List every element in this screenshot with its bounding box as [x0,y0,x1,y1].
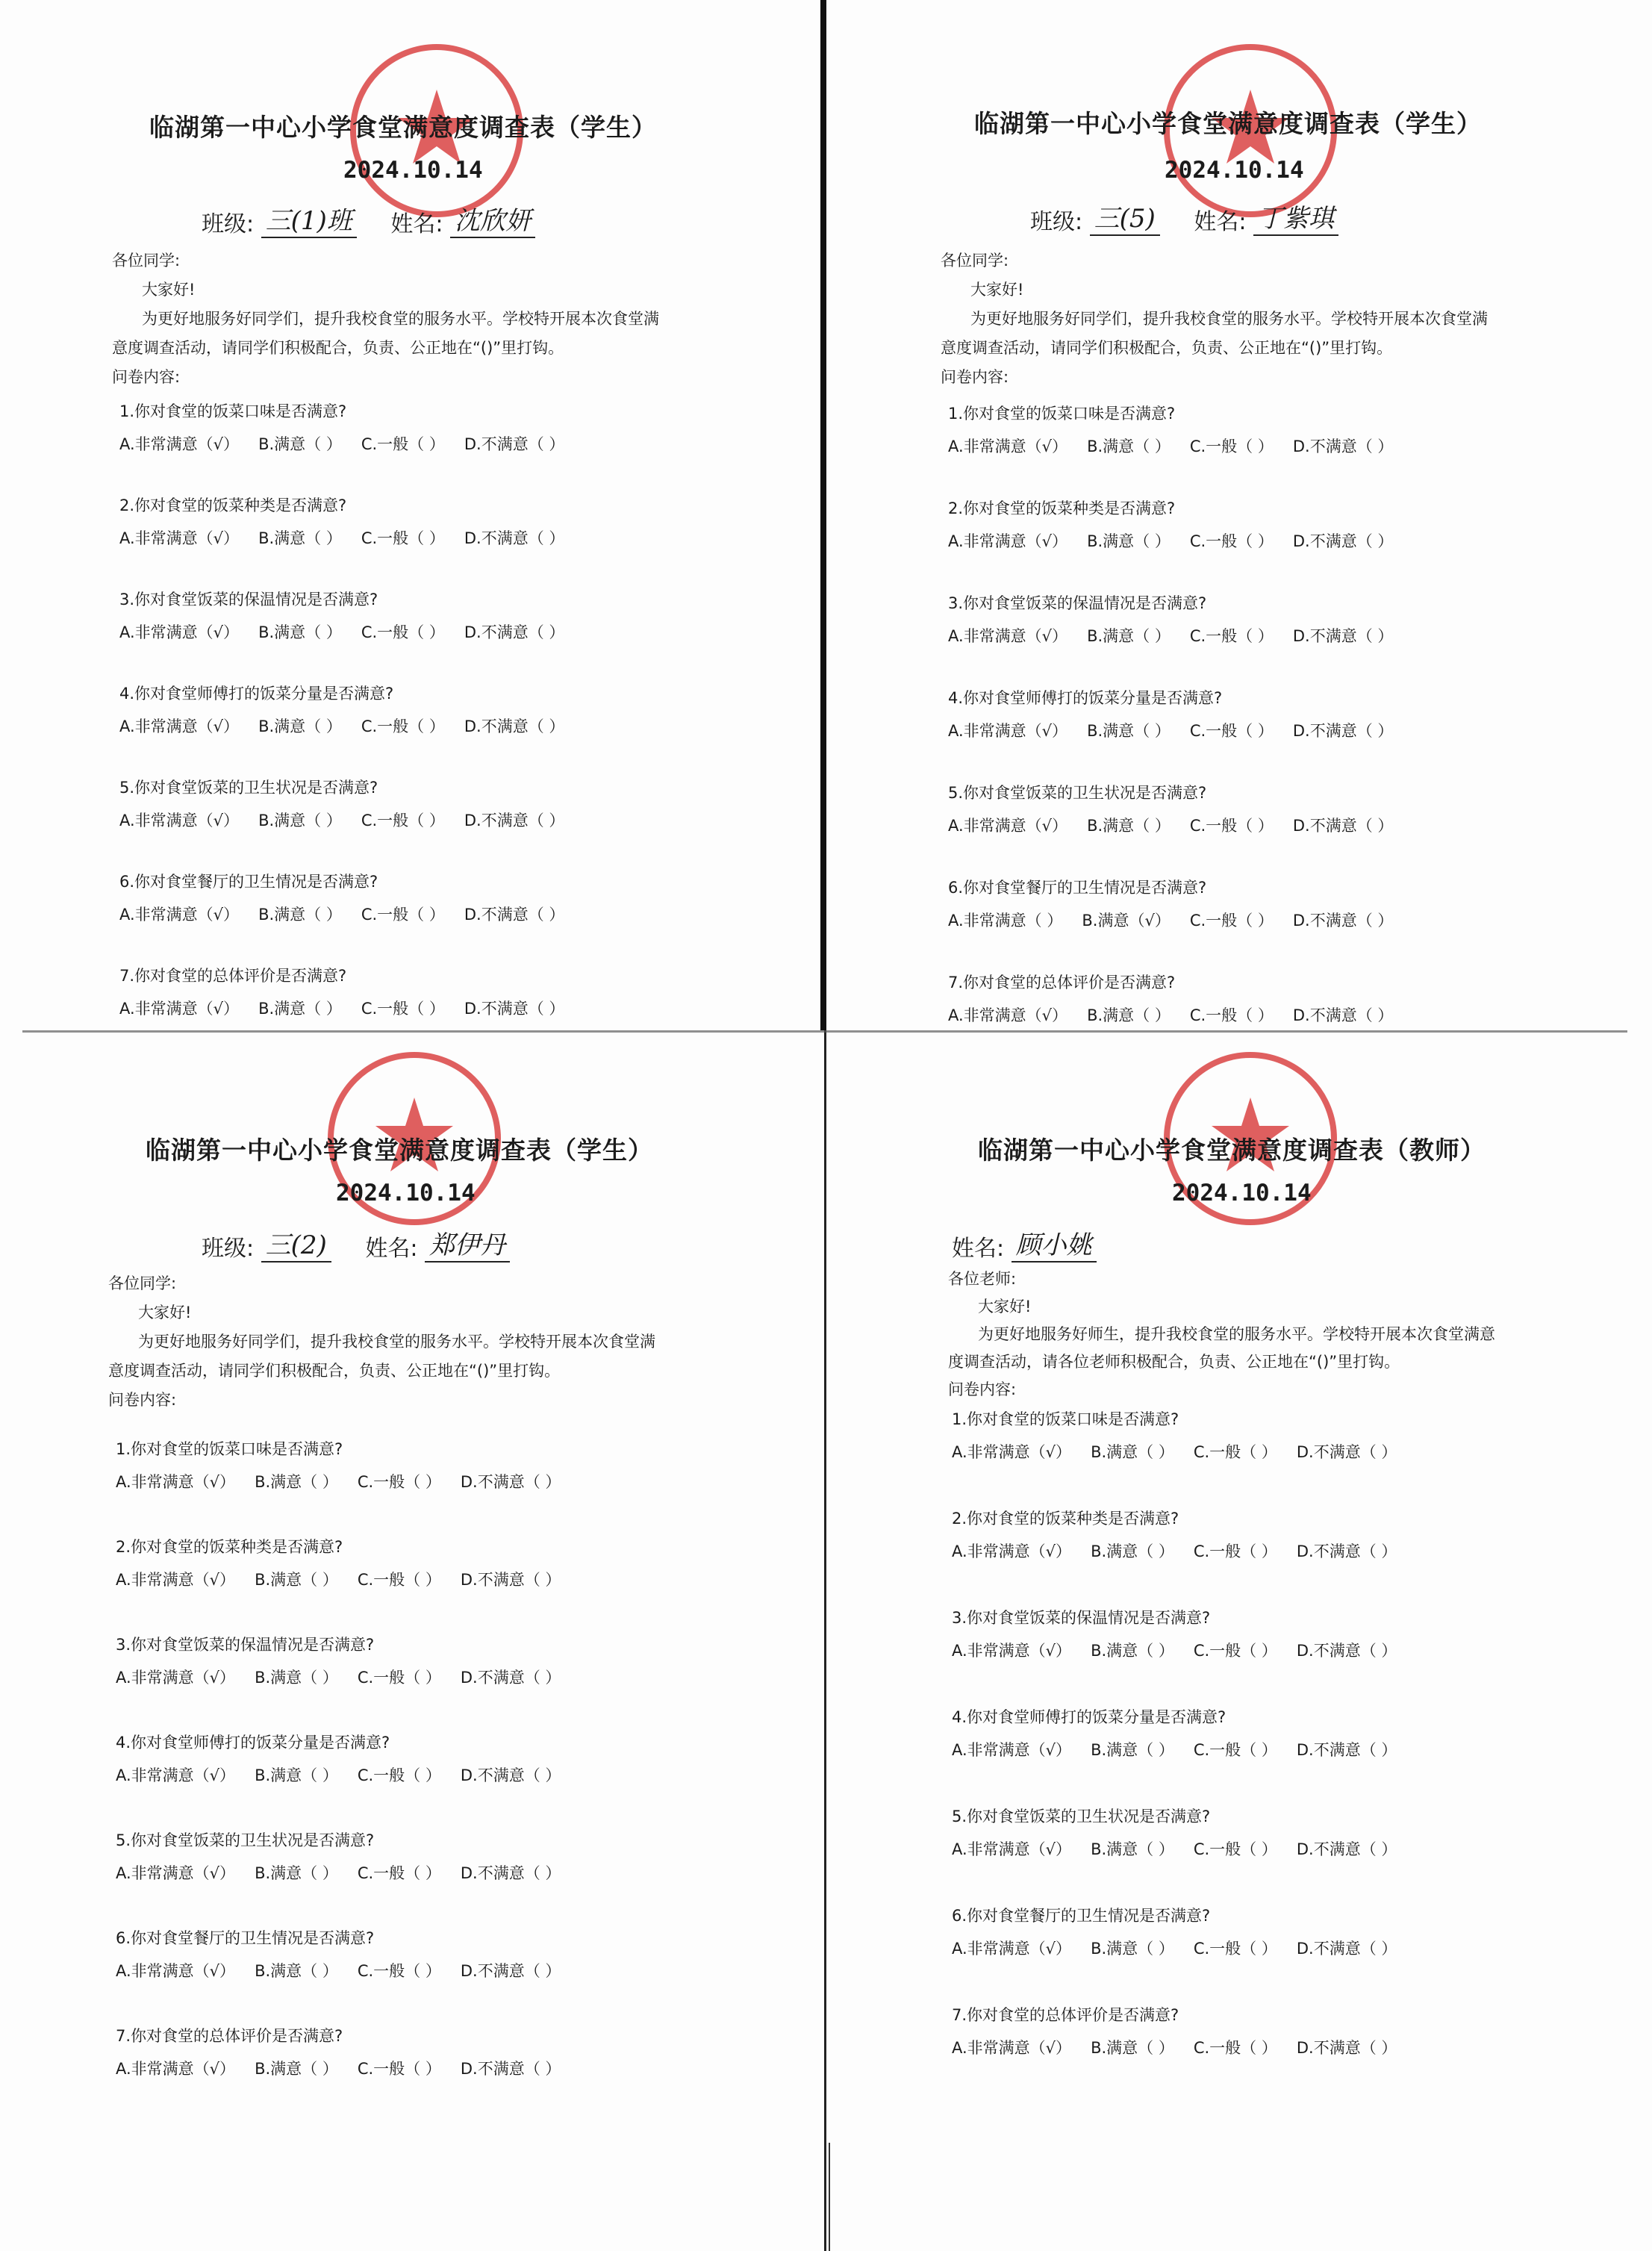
question-4 [948,686,1412,741]
question-text: 1.你对食堂的饭菜口味是否满意? [119,402,347,420]
class-label: 班级: [1030,209,1083,235]
greeting: 各位同学: [112,252,181,270]
answer-option-c[interactable]: C.一般（ ） [357,1766,441,1784]
question-2 [948,496,1412,552]
answer-option-c[interactable]: C.一般（ ） [1189,532,1274,550]
question-text: 7.你对食堂的总体评价是否满意? [952,2006,1179,2024]
answer-option-c[interactable]: C.一般（ ） [1189,817,1274,835]
question-5 [119,776,584,831]
question-text: 2.你对食堂的饭菜种类是否满意? [119,496,347,514]
answer-option-a[interactable]: A.非常满意（√） [952,1642,1072,1660]
class-name-row [202,1224,537,1263]
answer-option-d[interactable]: D.不满意（ ） [1296,1443,1397,1461]
answer-options [952,1837,1416,1860]
question-text: 4.你对食堂师傅打的饭菜分量是否满意? [948,689,1223,707]
answer-option-c[interactable]: C.一般（ ） [361,1000,445,1018]
answer-option-a[interactable]: A.非常满意（√） [116,1669,236,1687]
question-text: 4.你对食堂师傅打的饭菜分量是否满意? [952,1708,1226,1726]
survey-date: 2024.10.14 [1172,1180,1312,1207]
intro-text [941,246,1488,392]
sheet-title: 临湖第一中心小学食堂满意度调查表（学生） [974,109,1482,138]
intro-line-2: 意度调查活动，请同学们积极配合，负责、公正地在“()”里打钩。 [941,339,1393,357]
question-5 [116,1828,580,1884]
question-text: 1.你对食堂的饭菜口味是否满意? [116,1440,343,1458]
answer-option-a[interactable]: A.非常满意（√） [119,435,240,453]
answer-options [952,1639,1416,1661]
answer-option-c[interactable]: C.一般（ ） [357,1571,441,1589]
answer-option-c[interactable]: C.一般（ ） [361,812,445,829]
answer-option-d[interactable]: D.不满意（ ） [460,1864,561,1882]
hello: 大家好! [978,1298,1032,1316]
answer-option-d[interactable]: D.不满意（ ） [464,906,565,924]
question-2 [119,494,584,549]
answer-option-a[interactable]: A.非常满意（√） [116,2060,236,2078]
answer-option-a[interactable]: A.非常满意（√） [119,906,240,924]
answer-option-b[interactable]: B.满意（ ） [258,717,342,735]
answer-option-b[interactable]: B.满意（ ） [255,1766,338,1784]
greeting: 各位同学: [108,1274,177,1292]
contents-label: 问卷内容: [948,1380,1017,1398]
answer-option-d[interactable]: D.不满意（ ） [464,435,565,453]
answer-option-d[interactable]: D.不满意（ ） [460,1473,561,1491]
answer-option-d[interactable]: D.不满意（ ） [460,1571,561,1589]
name-field[interactable]: 郑伊丹 [425,1224,510,1263]
question-text: 4.你对食堂师傅打的饭菜分量是否满意? [119,685,394,703]
answer-option-b[interactable]: B.满意（ ） [1087,627,1171,645]
answer-option-c[interactable]: C.一般（ ） [1189,627,1274,645]
answer-option-d[interactable]: D.不满意（ ） [1292,532,1394,550]
question-text: 3.你对食堂饭菜的保温情况是否满意? [952,1609,1211,1627]
answer-option-b[interactable]: B.满意（ ） [255,1669,338,1687]
question-3 [952,1606,1416,1661]
answer-option-b[interactable]: B.满意（ ） [255,1571,338,1589]
answer-options [952,1738,1416,1760]
answer-options [948,1003,1412,1026]
answer-option-a[interactable]: A.非常满意（√） [119,717,240,735]
class-name-row [202,200,562,238]
answer-option-d[interactable]: D.不满意（ ） [464,1000,565,1018]
question-text: 5.你对食堂饭菜的卫生状况是否满意? [116,1831,375,1849]
question-7 [116,2024,580,2079]
answer-option-b[interactable]: B.满意（ ） [1091,1443,1174,1461]
answer-option-a[interactable]: A.非常满意（√） [119,1000,240,1018]
class-label: 班级: [202,1236,255,1262]
question-2 [952,1507,1416,1562]
name-field[interactable]: 沈欣妍 [450,200,535,238]
answer-option-a[interactable]: A.非常满意（√） [116,1864,236,1882]
question-4 [952,1705,1416,1760]
answer-option-a[interactable]: A.非常满意（√） [952,1443,1072,1461]
question-6 [952,1904,1416,1959]
answer-option-d[interactable]: D.不满意（ ） [1292,817,1394,835]
answer-option-c[interactable]: C.一般（ ） [1193,2039,1277,2057]
name-field[interactable]: 顾小姚 [1012,1224,1097,1263]
hello: 大家好! [138,1304,192,1321]
intro-line-1: 为更好地服务好师生，提升我校食堂的服务水平。学校特开展本次食堂满意 [978,1325,1495,1343]
intro-line-2: 度调查活动，请各位老师积极配合，负责、公正地在“()”里打钩。 [948,1353,1400,1371]
answer-option-a[interactable]: A.非常满意（√） [948,1006,1068,1024]
hello: 大家好! [970,281,1024,299]
answer-options [116,1666,580,1688]
sheet-title: 临湖第一中心小学食堂满意度调查表（学生） [149,113,657,142]
intro-line-1: 为更好地服务好同学们，提升我校食堂的服务水平。学校特开展本次食堂满 [142,310,659,328]
answer-option-b[interactable]: B.满意（ ） [255,1962,338,1980]
question-5 [952,1805,1416,1860]
answer-option-a[interactable]: A.非常满意（√） [948,627,1068,645]
sheet-title: 临湖第一中心小学食堂满意度调查表（教师） [978,1136,1486,1165]
answer-option-a[interactable]: A.非常满意（√） [116,1571,236,1589]
answer-option-c[interactable]: C.一般（ ） [1189,438,1274,455]
answer-options [952,2036,1416,2058]
answer-option-c[interactable]: C.一般（ ） [1193,1741,1277,1759]
question-2 [116,1535,580,1590]
question-7 [952,2003,1416,2058]
survey-sheet-2 [844,15,1650,1038]
answer-option-b[interactable]: B.满意（√） [1082,912,1171,930]
page-divider-vertical [820,0,826,1030]
answer-option-d[interactable]: D.不满意（ ） [1296,1840,1397,1858]
question-text: 1.你对食堂的饭菜口味是否满意? [952,1410,1179,1428]
question-text: 5.你对食堂饭菜的卫生状况是否满意? [119,779,378,797]
question-text: 6.你对食堂餐厅的卫生情况是否满意? [119,873,378,891]
question-1 [119,399,584,455]
answer-options [119,903,584,925]
class-field[interactable]: 三(2) [261,1224,331,1263]
sheet-title: 临湖第一中心小学食堂满意度调查表（学生） [146,1136,653,1165]
answer-options [948,719,1412,741]
answer-option-a[interactable]: A.非常满意（√） [952,1840,1072,1858]
question-6 [948,876,1412,931]
contents-label: 问卷内容: [941,368,1009,386]
answer-option-a[interactable]: A.非常满意（√） [948,438,1068,455]
question-1 [116,1437,580,1492]
answer-option-b[interactable]: B.满意（ ） [255,1864,338,1882]
survey-date: 2024.10.14 [343,157,483,184]
answer-option-b[interactable]: B.满意（ ） [1091,1642,1174,1660]
class-name-row [1030,198,1365,236]
answer-options [948,529,1412,552]
page-divider-vertical-lower [824,1030,826,2251]
answer-options [116,1470,580,1492]
intro-text [112,246,659,392]
answer-option-b[interactable]: B.满意（ ） [1087,1006,1171,1024]
answer-options [948,624,1412,647]
answer-option-c[interactable]: C.一般（ ） [357,2060,441,2078]
answer-option-d[interactable]: D.不满意（ ） [1292,438,1394,455]
question-7 [119,964,584,1019]
question-3 [948,591,1412,647]
answer-option-a[interactable]: A.非常满意（√） [952,1940,1072,1958]
answer-option-d[interactable]: D.不满意（ ） [464,529,565,547]
question-text: 2.你对食堂的饭菜种类是否满意? [948,499,1176,517]
question-1 [948,402,1412,457]
answer-option-d[interactable]: D.不满意（ ） [1296,1940,1397,1958]
answer-option-c[interactable]: C.一般（ ） [1189,722,1274,740]
answer-option-d[interactable]: D.不满意（ ） [464,623,565,641]
question-text: 4.你对食堂师傅打的饭菜分量是否满意? [116,1734,390,1752]
question-text: 6.你对食堂餐厅的卫生情况是否满意? [948,879,1207,897]
answer-options [952,1539,1416,1562]
question-text: 1.你对食堂的饭菜口味是否满意? [948,405,1176,423]
question-text: 6.你对食堂餐厅的卫生情况是否满意? [952,1907,1211,1925]
answer-options [119,714,584,737]
question-text: 7.你对食堂的总体评价是否满意? [119,967,347,985]
answer-option-a[interactable]: A.非常满意（√） [948,532,1068,550]
answer-option-d[interactable]: D.不满意（ ） [1296,1642,1397,1660]
answer-options [116,1568,580,1590]
answer-option-d[interactable]: D.不满意（ ） [1292,627,1394,645]
answer-option-b[interactable]: B.满意（ ） [258,623,342,641]
question-3 [119,588,584,643]
answer-option-b[interactable]: B.满意（ ） [1087,532,1171,550]
question-text: 7.你对食堂的总体评价是否满意? [116,2027,343,2045]
answer-option-a[interactable]: A.非常满意（√） [952,1542,1072,1560]
answer-options [952,1937,1416,1959]
answer-option-a[interactable]: A.非常满意（√） [119,623,240,641]
hello: 大家好! [142,281,196,299]
name-label: 姓名: [1194,209,1247,235]
survey-date: 2024.10.14 [1165,157,1304,184]
question-text: 5.你对食堂饭菜的卫生状况是否满意? [948,784,1207,802]
answer-option-a[interactable]: A.非常满意（√） [119,812,240,829]
answer-option-d[interactable]: D.不满意（ ） [1292,1006,1394,1024]
answer-option-c[interactable]: C.一般（ ） [1193,1840,1277,1858]
answer-option-c[interactable]: C.一般（ ） [361,623,445,641]
answer-options [116,1959,580,1981]
answer-option-a[interactable]: A.非常满意（√） [116,1962,236,1980]
answer-option-c[interactable]: C.一般（ ） [1189,1006,1274,1024]
answer-options [116,1763,580,1786]
answer-options [116,2057,580,2079]
class-label: 班级: [202,211,255,237]
answer-options [948,909,1412,931]
answer-options [119,432,584,455]
question-1 [952,1407,1416,1463]
answer-option-b[interactable]: B.满意（ ） [255,1473,338,1491]
answer-option-d[interactable]: D.不满意（ ） [1296,1741,1397,1759]
answer-option-b[interactable]: B.满意（ ） [258,906,342,924]
question-5 [948,781,1412,836]
answer-option-b[interactable]: B.满意（ ） [258,529,342,547]
answer-option-b[interactable]: B.满意（ ） [258,812,342,829]
intro-text [108,1269,655,1415]
answer-option-a[interactable]: A.非常满意（√） [116,1473,236,1491]
answer-option-a[interactable]: A.非常满意（√） [948,722,1068,740]
answer-option-b[interactable]: B.满意（ ） [1091,1741,1174,1759]
class-field[interactable]: 三(1)班 [261,200,357,238]
answer-option-a[interactable]: A.非常满意（√） [948,817,1068,835]
answer-option-c[interactable]: C.一般（ ） [361,717,445,735]
answer-options [948,435,1412,457]
answer-option-b[interactable]: B.满意（ ） [258,1000,342,1018]
question-text: 3.你对食堂饭菜的保温情况是否满意? [116,1636,375,1654]
teacher-name-row [952,1224,1123,1263]
survey-sheet-3 [15,1045,821,2078]
name-label: 姓名: [952,1236,1005,1262]
answer-option-c[interactable]: C.一般（ ） [361,435,445,453]
question-text: 5.你对食堂饭菜的卫生状况是否满意? [952,1808,1211,1825]
answer-option-d[interactable]: D.不满意（ ） [464,717,565,735]
answer-option-b[interactable]: B.满意（ ） [1091,2039,1174,2057]
question-6 [119,870,584,925]
intro-line-1: 为更好地服务好同学们，提升我校食堂的服务水平。学校特开展本次食堂满 [138,1333,655,1351]
question-4 [116,1731,580,1786]
class-field[interactable]: 三(5) [1090,198,1160,236]
answer-option-c[interactable]: C.一般（ ） [1193,1940,1277,1958]
question-4 [119,682,584,737]
question-text: 7.你对食堂的总体评价是否满意? [948,974,1176,991]
answer-option-a[interactable]: A.非常满意（√） [952,2039,1072,2057]
answer-options [119,620,584,643]
answer-options [119,526,584,549]
answer-option-d[interactable]: D.不满意（ ） [460,1669,561,1687]
answer-option-b[interactable]: B.满意（ ） [1087,722,1171,740]
answer-option-c[interactable]: C.一般（ ） [357,1962,441,1980]
answer-option-a[interactable]: A.非常满意（ ） [948,912,1063,930]
name-field[interactable]: 丁紫琪 [1253,198,1338,236]
answer-option-b[interactable]: B.满意（ ） [1087,438,1171,455]
intro-line-2: 意度调查活动，请同学们积极配合，负责、公正地在“()”里打钩。 [108,1362,561,1380]
question-text: 2.你对食堂的饭菜种类是否满意? [952,1510,1179,1528]
answer-option-a[interactable]: A.非常满意（√） [952,1741,1072,1759]
contents-label: 问卷内容: [108,1391,177,1409]
answer-option-a[interactable]: A.非常满意（√） [119,529,240,547]
answer-option-d[interactable]: D.不满意（ ） [1296,1542,1397,1560]
answer-option-d[interactable]: D.不满意（ ） [464,812,565,829]
answer-option-c[interactable]: C.一般（ ） [1193,1642,1277,1660]
question-3 [116,1633,580,1688]
contents-label: 问卷内容: [112,368,181,386]
question-text: 3.你对食堂饭菜的保温情况是否满意? [948,594,1207,612]
intro-text [948,1265,1495,1404]
answer-options [952,1440,1416,1463]
greeting: 各位老师: [948,1270,1017,1288]
answer-option-b[interactable]: B.满意（ ） [258,435,342,453]
answer-option-b[interactable]: B.满意（ ） [1091,1542,1174,1560]
answer-option-b[interactable]: B.满意（ ） [1091,1940,1174,1958]
survey-date: 2024.10.14 [336,1180,476,1207]
answer-option-c[interactable]: C.一般（ ） [1193,1542,1277,1560]
survey-sheet-1 [15,15,821,1038]
answer-option-c[interactable]: C.一般（ ） [357,1669,441,1687]
answer-options [116,1861,580,1884]
answer-option-c[interactable]: C.一般（ ） [361,529,445,547]
answer-options [119,809,584,831]
question-text: 6.你对食堂餐厅的卫生情况是否满意? [116,1929,375,1947]
answer-option-c[interactable]: C.一般（ ） [357,1473,441,1491]
answer-option-d[interactable]: D.不满意（ ） [1296,2039,1397,2057]
answer-option-a[interactable]: A.非常满意（√） [116,1766,236,1784]
question-6 [116,1926,580,1981]
answer-option-b[interactable]: B.满意（ ） [1087,817,1171,835]
survey-sheet-4 [844,1045,1650,2068]
greeting: 各位同学: [941,252,1009,270]
answer-option-c[interactable]: C.一般（ ） [361,906,445,924]
answer-option-d[interactable]: D.不满意（ ） [460,1766,561,1784]
answer-options [119,997,584,1019]
answer-option-b[interactable]: B.满意（ ） [255,2060,338,2078]
answer-option-c[interactable]: C.一般（ ） [1189,912,1274,930]
name-label: 姓名: [365,1236,418,1262]
question-text: 2.你对食堂的饭菜种类是否满意? [116,1538,343,1556]
answer-option-b[interactable]: B.满意（ ） [1091,1840,1174,1858]
question-7 [948,971,1412,1026]
intro-line-1: 为更好地服务好同学们，提升我校食堂的服务水平。学校特开展本次食堂满 [970,310,1488,328]
answer-option-d[interactable]: D.不满意（ ） [1292,722,1394,740]
answer-option-d[interactable]: D.不满意（ ） [460,1962,561,1980]
intro-line-2: 意度调查活动，请同学们积极配合，负责、公正地在“()”里打钩。 [112,339,564,357]
name-label: 姓名: [390,211,443,237]
question-text: 3.你对食堂饭菜的保温情况是否满意? [119,591,378,608]
answer-option-d[interactable]: D.不满意（ ） [1292,912,1394,930]
answer-option-d[interactable]: D.不满意（ ） [460,2060,561,2078]
page-divider-bottom-mark [829,2143,830,2251]
answer-options [948,814,1412,836]
answer-option-c[interactable]: C.一般（ ） [1193,1443,1277,1461]
answer-option-c[interactable]: C.一般（ ） [357,1864,441,1882]
